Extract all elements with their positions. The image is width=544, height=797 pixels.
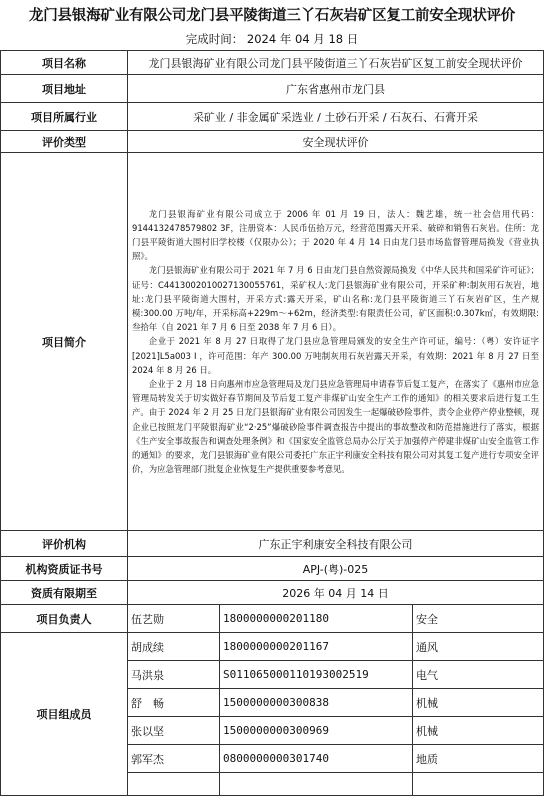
member-cert: 0800000000301740 [220, 745, 413, 773]
members-label: 项目组成员 [1, 633, 128, 796]
completion-date: 完成时间： 2024 年 04 月 18 日 [185, 32, 359, 46]
project-address-value: 广东省惠州市龙门县 [128, 75, 544, 103]
leader-specialty: 安全 [413, 605, 544, 633]
member-row [1, 633, 544, 661]
validity-value: 2026 年 04 月 14 日 [128, 581, 544, 605]
row-validity [1, 581, 544, 605]
row-leader [1, 605, 544, 633]
member-cert: S011065000110193002519 [220, 661, 413, 689]
member-name: 舒 畅 [128, 689, 220, 717]
member-name: 胡成续 [128, 633, 220, 661]
row-project-name [1, 51, 544, 75]
project-industry-value: 采矿业 / 非金属矿采选业 / 土砂石开采 / 石灰石、石膏开采 [128, 103, 544, 131]
member-specialty: 机械 [413, 717, 544, 745]
project-address-label: 项目地址 [1, 75, 128, 103]
project-industry-label: 项目所属行业 [1, 103, 128, 131]
member-cert: 1500000000300838 [220, 689, 413, 717]
row-project-intro [1, 153, 544, 531]
member-name-blank [128, 773, 220, 796]
project-name-label: 项目名称 [1, 51, 128, 75]
project-intro-label: 项目简介 [1, 153, 128, 531]
member-specialty: 电气 [413, 661, 544, 689]
row-project-address [1, 75, 544, 103]
member-specialty: 通风 [413, 633, 544, 661]
member-specialty: 机械 [413, 689, 544, 717]
project-intro-text [128, 153, 544, 531]
eval-org-label: 评价机构 [1, 531, 128, 557]
project-info-table [0, 50, 544, 796]
validity-label: 资质有限期至 [1, 581, 128, 605]
cert-value: APJ-(粤)-025 [128, 557, 544, 581]
leader-label: 项目负责人 [1, 605, 128, 633]
eval-type-label: 评价类型 [1, 131, 128, 153]
cert-label: 机构资质证书号 [1, 557, 128, 581]
member-name: 张以坚 [128, 717, 220, 745]
member-specialty-blank [413, 773, 544, 796]
leader-cert: 1800000000201180 [220, 605, 413, 633]
member-cert: 1500000000300969 [220, 717, 413, 745]
intro-paragraph-2: 龙门县银海矿业有限公司于 2021 年 7 月 6 日由龙门县自然资源局换发《中华人民共和国采矿许可证》；证号：C4413002010027130055761，采矿权人:龙门县银海矿业有限公司，开采矿种:制灰用石灰岩，地址:龙门县平陵街道大围村，开采方式:露天开采，矿山名称:龙门县平陵街道三丫石灰岩矿区，生产规模:300.00 万吨/年，开采标高+229m～+62m，经济类型:有限责任公司，矿区面积:0.307k㎡，有效期限:叁拾年（自 2021 年 7 月 6 日至 2038 年 7 月 6 日）。 [132, 265, 539, 333]
row-project-industry [1, 103, 544, 131]
eval-type-value: 安全现状评价 [128, 131, 544, 153]
leader-name: 伍艺勋 [128, 605, 220, 633]
project-name-value: 龙门县银海矿业有限公司龙门县平陵街道三丫石灰岩矿区复工前安全现状评价 [128, 51, 544, 75]
member-name: 郭军杰 [128, 745, 220, 773]
member-specialty: 地质 [413, 745, 544, 773]
intro-paragraph-3: 企业于 2021 年 8 月 27 日取得了龙门县应急管理局颁发的安全生产许可证，编号：（粤）安许证字[2021]L5a003 I ，许可范围：年产 300.00 万吨制灰用石灰岩露天开采，有效期：2021 年 8 月 27 日至 2024 年 8 月 26 日。 [132, 336, 539, 375]
member-name: 马洪泉 [128, 661, 220, 689]
eval-org-value: 广东正宇利康安全科技有限公司 [128, 531, 544, 557]
intro-paragraph-1: 龙门县银海矿业有限公司成立于 2006 年 01 月 19 日，法人：魏艺雄，统一社会信用代码：9144132478579802 3F，注册资本：人民币伍拾万元，经营范围露天开采、破碎和销售石灰岩。住所：龙门县平陵街道大围村旧学校楼（仅限办公）；于 2020 年 4 月 14 日由龙门县市场监督管理局换发《营业执照》。 [132, 208, 539, 262]
member-cert: 1800000000201167 [220, 633, 413, 661]
row-cert [1, 557, 544, 581]
member-cert-blank [220, 773, 413, 796]
intro-paragraph-4: 企业于 2 月 18 日向惠州市应急管理局及龙门县应急管理局申请春节后复工复产，在落实了《惠州市应急管理局转发关于切实做好春节期间及节后复工复产非煤矿山安全生产工作的通知》的相关要求后进行复工生产。由于 2024 年 2 月 25 日龙门县银海矿业有限公司因发生一起爆破砂险事件，责令企业停产停业整顿，现企业已按照龙门平陵银海矿业“2·25”爆破砂险事件调查报告中提出的事故整改和防范措施进行了落实，根据《生产安全事故报告和调查处理条例》和《国家安全监管总局办公厅关于加强停产停建非煤矿山安全监管工作的通知》的要求，龙门县银海矿业有限公司委托广东正宇利康安全科技有限公司对其复工复产进行专项安全评价，为应急管理部门批复企业恢复生产提供重要参考意见。 [132, 379, 539, 475]
document-title: 龙门县银海矿业有限公司龙门县平陵街道三丫石灰岩矿区复工前安全现状评价 [28, 8, 516, 24]
row-eval-org [1, 531, 544, 557]
row-eval-type [1, 131, 544, 153]
